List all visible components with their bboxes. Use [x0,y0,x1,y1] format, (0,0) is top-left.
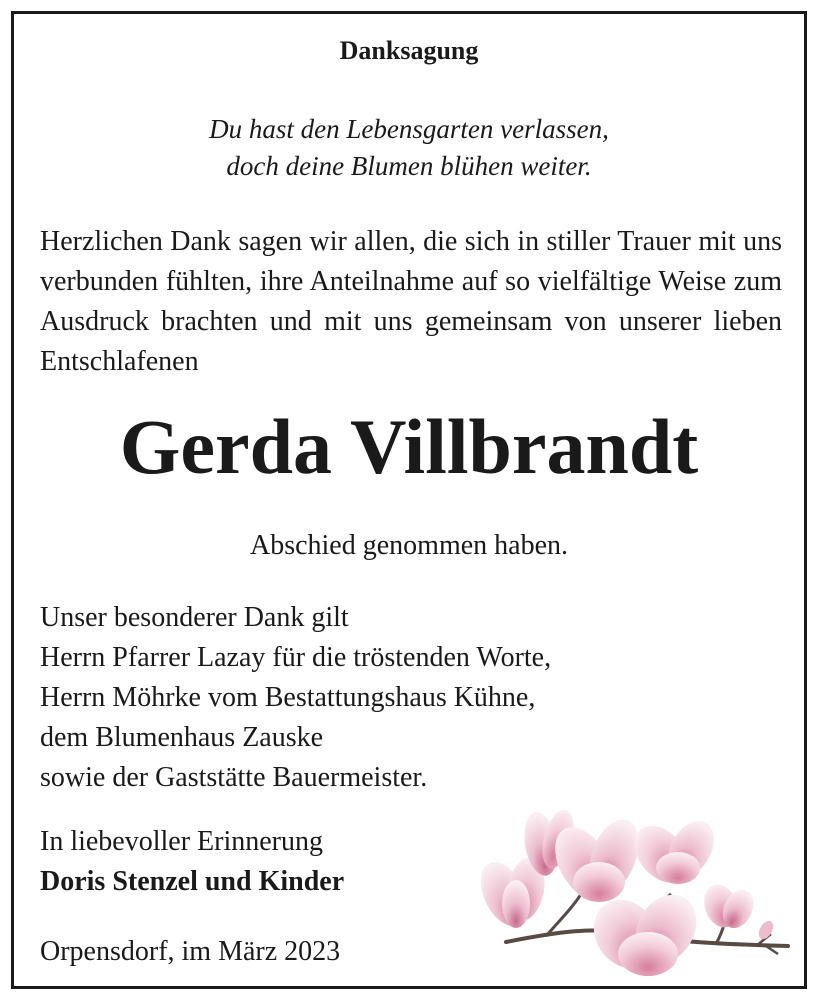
motto-line: doch deine Blumen blühen weiter. [226,151,592,181]
memory-block [40,822,344,902]
thanks-list [40,598,551,798]
thanks-line: Herrn Pfarrer Lazay für die tröstenden Worte, [40,642,552,673]
body-text: Herzlichen Dank sagen wir allen, die sich in stiller Trauer mit uns verbunden fühlten, ihre Anteilnahme auf so vielfältige Weise zum Ausdruck brachten und mit uns gemeinsam von unserer lieben Entschlafenen [40,226,782,377]
place-date: Orpensdorf, im März 2023 [40,936,341,967]
memory-text: In liebevoller Erinnerung [40,826,324,857]
magnolia-branch-icon [466,794,796,984]
signer-name: Doris Stenzel und Kinder [40,866,345,897]
notice-frame [11,11,807,989]
deceased-name: Gerda Villbrandt [119,403,699,490]
thanks-line: Herrn Möhrke vom Bestattungshaus Kühne, [40,682,536,713]
thanks-line: sowie der Gaststätte Bauermeister. [40,762,428,793]
motto-line: Du hast den Lebensgarten verlassen, [209,114,609,144]
thanks-line: Unser besonderer Dank gilt [40,602,349,633]
thanks-line: dem Blumenhaus Zauske [40,722,324,753]
motto [14,111,804,185]
notice-heading: Danksagung [339,36,479,65]
farewell-text: Abschied genommen haben. [249,530,569,561]
